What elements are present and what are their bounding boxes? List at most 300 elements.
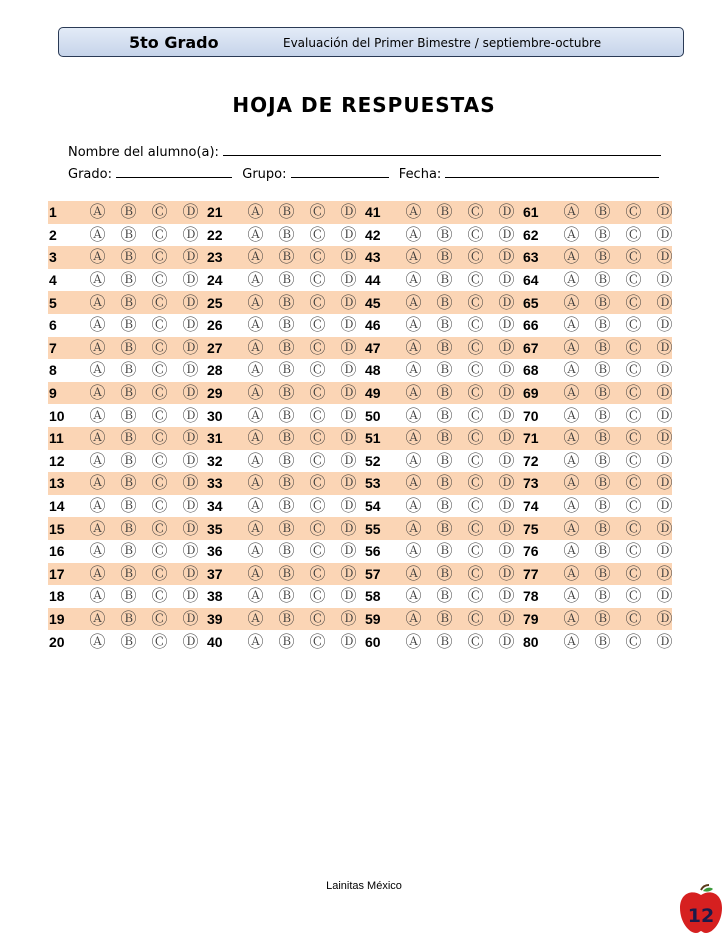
answer-bubble-d[interactable]: Ⓓ xyxy=(656,518,673,538)
answer-bubble-c[interactable]: Ⓒ xyxy=(309,270,326,290)
answer-bubble-a[interactable]: Ⓐ xyxy=(89,270,106,290)
answer-bubble-c[interactable]: Ⓒ xyxy=(467,405,484,425)
answer-bubble-c[interactable]: Ⓒ xyxy=(467,270,484,290)
answer-bubble-a[interactable]: Ⓐ xyxy=(247,292,264,312)
answer-bubble-c[interactable]: Ⓒ xyxy=(625,247,642,267)
answer-bubble-c[interactable]: Ⓒ xyxy=(151,450,168,470)
answer-bubble-c[interactable]: Ⓒ xyxy=(309,383,326,403)
answer-bubble-b[interactable]: Ⓑ xyxy=(120,292,137,312)
answer-bubble-b[interactable]: Ⓑ xyxy=(436,473,453,493)
answer-bubble-b[interactable]: Ⓑ xyxy=(436,496,453,516)
answer-bubble-a[interactable]: Ⓐ xyxy=(247,360,264,380)
answer-bubble-a[interactable]: Ⓐ xyxy=(563,383,580,403)
answer-bubble-c[interactable]: Ⓒ xyxy=(467,450,484,470)
answer-bubble-a[interactable]: Ⓐ xyxy=(405,428,422,448)
answer-bubble-d[interactable]: Ⓓ xyxy=(182,563,199,583)
answer-bubble-a[interactable]: Ⓐ xyxy=(247,428,264,448)
answer-bubble-a[interactable]: Ⓐ xyxy=(563,405,580,425)
answer-bubble-d[interactable]: Ⓓ xyxy=(656,270,673,290)
answer-bubble-d[interactable]: Ⓓ xyxy=(656,450,673,470)
answer-bubble-a[interactable]: Ⓐ xyxy=(89,631,106,651)
answer-bubble-c[interactable]: Ⓒ xyxy=(151,337,168,357)
answer-bubble-b[interactable]: Ⓑ xyxy=(278,383,295,403)
answer-bubble-b[interactable]: Ⓑ xyxy=(278,586,295,606)
answer-bubble-c[interactable]: Ⓒ xyxy=(625,383,642,403)
answer-bubble-c[interactable]: Ⓒ xyxy=(625,496,642,516)
answer-bubble-c[interactable]: Ⓒ xyxy=(309,541,326,561)
answer-bubble-a[interactable]: Ⓐ xyxy=(405,586,422,606)
answer-bubble-b[interactable]: Ⓑ xyxy=(436,541,453,561)
answer-bubble-c[interactable]: Ⓒ xyxy=(309,247,326,267)
answer-bubble-a[interactable]: Ⓐ xyxy=(563,541,580,561)
answer-bubble-d[interactable]: Ⓓ xyxy=(656,202,673,222)
answer-bubble-b[interactable]: Ⓑ xyxy=(278,315,295,335)
answer-bubble-a[interactable]: Ⓐ xyxy=(247,518,264,538)
answer-bubble-a[interactable]: Ⓐ xyxy=(405,405,422,425)
answer-bubble-d[interactable]: Ⓓ xyxy=(182,631,199,651)
answer-bubble-c[interactable]: Ⓒ xyxy=(625,518,642,538)
answer-bubble-c[interactable]: Ⓒ xyxy=(467,360,484,380)
answer-bubble-d[interactable]: Ⓓ xyxy=(182,496,199,516)
answer-bubble-b[interactable]: Ⓑ xyxy=(436,270,453,290)
answer-bubble-a[interactable]: Ⓐ xyxy=(247,586,264,606)
answer-bubble-c[interactable]: Ⓒ xyxy=(151,496,168,516)
answer-bubble-d[interactable]: Ⓓ xyxy=(182,224,199,244)
answer-bubble-b[interactable]: Ⓑ xyxy=(120,518,137,538)
answer-bubble-a[interactable]: Ⓐ xyxy=(563,631,580,651)
answer-bubble-c[interactable]: Ⓒ xyxy=(309,337,326,357)
answer-bubble-c[interactable]: Ⓒ xyxy=(625,473,642,493)
answer-bubble-d[interactable]: Ⓓ xyxy=(340,473,357,493)
student-name-field[interactable] xyxy=(223,143,661,156)
answer-bubble-d[interactable]: Ⓓ xyxy=(498,315,515,335)
answer-bubble-a[interactable]: Ⓐ xyxy=(563,518,580,538)
answer-bubble-c[interactable]: Ⓒ xyxy=(309,360,326,380)
answer-bubble-c[interactable]: Ⓒ xyxy=(309,563,326,583)
answer-bubble-a[interactable]: Ⓐ xyxy=(89,337,106,357)
answer-bubble-c[interactable]: Ⓒ xyxy=(309,315,326,335)
answer-bubble-d[interactable]: Ⓓ xyxy=(340,450,357,470)
answer-bubble-a[interactable]: Ⓐ xyxy=(405,270,422,290)
answer-bubble-d[interactable]: Ⓓ xyxy=(656,337,673,357)
answer-bubble-b[interactable]: Ⓑ xyxy=(120,315,137,335)
answer-bubble-b[interactable]: Ⓑ xyxy=(436,586,453,606)
answer-bubble-d[interactable]: Ⓓ xyxy=(182,450,199,470)
answer-bubble-b[interactable]: Ⓑ xyxy=(436,608,453,628)
answer-bubble-a[interactable]: Ⓐ xyxy=(563,315,580,335)
answer-bubble-b[interactable]: Ⓑ xyxy=(436,563,453,583)
answer-bubble-c[interactable]: Ⓒ xyxy=(467,292,484,312)
answer-bubble-a[interactable]: Ⓐ xyxy=(89,292,106,312)
grade-field[interactable] xyxy=(116,165,232,178)
answer-bubble-d[interactable]: Ⓓ xyxy=(656,563,673,583)
answer-bubble-b[interactable]: Ⓑ xyxy=(436,202,453,222)
answer-bubble-a[interactable]: Ⓐ xyxy=(405,631,422,651)
answer-bubble-b[interactable]: Ⓑ xyxy=(278,541,295,561)
answer-bubble-d[interactable]: Ⓓ xyxy=(656,631,673,651)
answer-bubble-d[interactable]: Ⓓ xyxy=(340,405,357,425)
answer-bubble-d[interactable]: Ⓓ xyxy=(340,337,357,357)
answer-bubble-a[interactable]: Ⓐ xyxy=(563,586,580,606)
answer-bubble-b[interactable]: Ⓑ xyxy=(120,428,137,448)
answer-bubble-d[interactable]: Ⓓ xyxy=(182,315,199,335)
answer-bubble-a[interactable]: Ⓐ xyxy=(247,541,264,561)
answer-bubble-a[interactable]: Ⓐ xyxy=(563,202,580,222)
answer-bubble-a[interactable]: Ⓐ xyxy=(247,247,264,267)
answer-bubble-c[interactable]: Ⓒ xyxy=(625,337,642,357)
answer-bubble-b[interactable]: Ⓑ xyxy=(278,202,295,222)
answer-bubble-d[interactable]: Ⓓ xyxy=(340,270,357,290)
answer-bubble-a[interactable]: Ⓐ xyxy=(89,360,106,380)
answer-bubble-a[interactable]: Ⓐ xyxy=(563,428,580,448)
answer-bubble-a[interactable]: Ⓐ xyxy=(563,247,580,267)
answer-bubble-b[interactable]: Ⓑ xyxy=(278,450,295,470)
answer-bubble-d[interactable]: Ⓓ xyxy=(182,518,199,538)
answer-bubble-a[interactable]: Ⓐ xyxy=(89,563,106,583)
answer-bubble-b[interactable]: Ⓑ xyxy=(594,270,611,290)
answer-bubble-b[interactable]: Ⓑ xyxy=(120,337,137,357)
answer-bubble-b[interactable]: Ⓑ xyxy=(436,405,453,425)
answer-bubble-b[interactable]: Ⓑ xyxy=(594,360,611,380)
answer-bubble-d[interactable]: Ⓓ xyxy=(498,563,515,583)
answer-bubble-b[interactable]: Ⓑ xyxy=(278,631,295,651)
answer-bubble-a[interactable]: Ⓐ xyxy=(405,473,422,493)
answer-bubble-b[interactable]: Ⓑ xyxy=(436,315,453,335)
answer-bubble-c[interactable]: Ⓒ xyxy=(151,383,168,403)
answer-bubble-c[interactable]: Ⓒ xyxy=(625,292,642,312)
answer-bubble-d[interactable]: Ⓓ xyxy=(498,631,515,651)
answer-bubble-c[interactable]: Ⓒ xyxy=(467,541,484,561)
answer-bubble-c[interactable]: Ⓒ xyxy=(151,608,168,628)
answer-bubble-d[interactable]: Ⓓ xyxy=(182,473,199,493)
answer-bubble-a[interactable]: Ⓐ xyxy=(89,247,106,267)
answer-bubble-b[interactable]: Ⓑ xyxy=(594,292,611,312)
answer-bubble-a[interactable]: Ⓐ xyxy=(247,450,264,470)
answer-bubble-b[interactable]: Ⓑ xyxy=(120,202,137,222)
answer-bubble-c[interactable]: Ⓒ xyxy=(151,631,168,651)
answer-bubble-d[interactable]: Ⓓ xyxy=(340,247,357,267)
answer-bubble-a[interactable]: Ⓐ xyxy=(405,315,422,335)
answer-bubble-c[interactable]: Ⓒ xyxy=(151,202,168,222)
answer-bubble-c[interactable]: Ⓒ xyxy=(467,518,484,538)
answer-bubble-b[interactable]: Ⓑ xyxy=(594,473,611,493)
answer-bubble-c[interactable]: Ⓒ xyxy=(467,383,484,403)
answer-bubble-b[interactable]: Ⓑ xyxy=(278,360,295,380)
answer-bubble-a[interactable]: Ⓐ xyxy=(89,428,106,448)
answer-bubble-a[interactable]: Ⓐ xyxy=(89,541,106,561)
answer-bubble-c[interactable]: Ⓒ xyxy=(309,428,326,448)
answer-bubble-b[interactable]: Ⓑ xyxy=(278,292,295,312)
answer-bubble-d[interactable]: Ⓓ xyxy=(656,224,673,244)
answer-bubble-d[interactable]: Ⓓ xyxy=(182,586,199,606)
answer-bubble-c[interactable]: Ⓒ xyxy=(309,405,326,425)
answer-bubble-a[interactable]: Ⓐ xyxy=(563,608,580,628)
answer-bubble-b[interactable]: Ⓑ xyxy=(278,247,295,267)
answer-bubble-b[interactable]: Ⓑ xyxy=(120,383,137,403)
answer-bubble-d[interactable]: Ⓓ xyxy=(182,270,199,290)
answer-bubble-b[interactable]: Ⓑ xyxy=(594,541,611,561)
answer-bubble-d[interactable]: Ⓓ xyxy=(656,405,673,425)
answer-bubble-c[interactable]: Ⓒ xyxy=(309,473,326,493)
answer-bubble-d[interactable]: Ⓓ xyxy=(498,428,515,448)
answer-bubble-d[interactable]: Ⓓ xyxy=(340,586,357,606)
answer-bubble-d[interactable]: Ⓓ xyxy=(340,224,357,244)
answer-bubble-a[interactable]: Ⓐ xyxy=(563,360,580,380)
answer-bubble-d[interactable]: Ⓓ xyxy=(498,247,515,267)
answer-bubble-c[interactable]: Ⓒ xyxy=(151,405,168,425)
answer-bubble-b[interactable]: Ⓑ xyxy=(436,631,453,651)
answer-bubble-a[interactable]: Ⓐ xyxy=(247,496,264,516)
answer-bubble-b[interactable]: Ⓑ xyxy=(120,360,137,380)
answer-bubble-d[interactable]: Ⓓ xyxy=(656,586,673,606)
answer-bubble-a[interactable]: Ⓐ xyxy=(247,405,264,425)
answer-bubble-a[interactable]: Ⓐ xyxy=(247,337,264,357)
answer-bubble-d[interactable]: Ⓓ xyxy=(340,360,357,380)
answer-bubble-c[interactable]: Ⓒ xyxy=(309,450,326,470)
answer-bubble-b[interactable]: Ⓑ xyxy=(278,270,295,290)
answer-bubble-d[interactable]: Ⓓ xyxy=(498,383,515,403)
answer-bubble-a[interactable]: Ⓐ xyxy=(563,292,580,312)
answer-bubble-b[interactable]: Ⓑ xyxy=(594,518,611,538)
answer-bubble-a[interactable]: Ⓐ xyxy=(247,563,264,583)
answer-bubble-d[interactable]: Ⓓ xyxy=(498,292,515,312)
answer-bubble-d[interactable]: Ⓓ xyxy=(182,383,199,403)
answer-bubble-c[interactable]: Ⓒ xyxy=(309,292,326,312)
answer-bubble-a[interactable]: Ⓐ xyxy=(405,383,422,403)
answer-bubble-c[interactable]: Ⓒ xyxy=(151,247,168,267)
answer-bubble-d[interactable]: Ⓓ xyxy=(656,247,673,267)
answer-bubble-b[interactable]: Ⓑ xyxy=(120,586,137,606)
answer-bubble-d[interactable]: Ⓓ xyxy=(498,360,515,380)
answer-bubble-c[interactable]: Ⓒ xyxy=(467,608,484,628)
answer-bubble-b[interactable]: Ⓑ xyxy=(120,541,137,561)
answer-bubble-d[interactable]: Ⓓ xyxy=(498,518,515,538)
answer-bubble-b[interactable]: Ⓑ xyxy=(594,315,611,335)
answer-bubble-a[interactable]: Ⓐ xyxy=(89,518,106,538)
answer-bubble-c[interactable]: Ⓒ xyxy=(151,518,168,538)
answer-bubble-a[interactable]: Ⓐ xyxy=(563,496,580,516)
answer-bubble-c[interactable]: Ⓒ xyxy=(625,270,642,290)
answer-bubble-d[interactable]: Ⓓ xyxy=(340,383,357,403)
answer-bubble-c[interactable]: Ⓒ xyxy=(467,428,484,448)
answer-bubble-d[interactable]: Ⓓ xyxy=(182,360,199,380)
answer-bubble-b[interactable]: Ⓑ xyxy=(120,608,137,628)
answer-bubble-a[interactable]: Ⓐ xyxy=(563,473,580,493)
answer-bubble-a[interactable]: Ⓐ xyxy=(247,270,264,290)
answer-bubble-c[interactable]: Ⓒ xyxy=(151,292,168,312)
answer-bubble-d[interactable]: Ⓓ xyxy=(340,563,357,583)
answer-bubble-c[interactable]: Ⓒ xyxy=(625,405,642,425)
answer-bubble-d[interactable]: Ⓓ xyxy=(182,247,199,267)
answer-bubble-b[interactable]: Ⓑ xyxy=(436,247,453,267)
answer-bubble-b[interactable]: Ⓑ xyxy=(120,496,137,516)
answer-bubble-c[interactable]: Ⓒ xyxy=(467,337,484,357)
answer-bubble-b[interactable]: Ⓑ xyxy=(594,496,611,516)
answer-bubble-b[interactable]: Ⓑ xyxy=(594,224,611,244)
answer-bubble-a[interactable]: Ⓐ xyxy=(247,473,264,493)
answer-bubble-b[interactable]: Ⓑ xyxy=(436,450,453,470)
answer-bubble-a[interactable]: Ⓐ xyxy=(405,496,422,516)
answer-bubble-a[interactable]: Ⓐ xyxy=(89,450,106,470)
answer-bubble-b[interactable]: Ⓑ xyxy=(436,428,453,448)
answer-bubble-d[interactable]: Ⓓ xyxy=(656,541,673,561)
answer-bubble-a[interactable]: Ⓐ xyxy=(405,202,422,222)
answer-bubble-d[interactable]: Ⓓ xyxy=(340,541,357,561)
answer-bubble-c[interactable]: Ⓒ xyxy=(151,315,168,335)
answer-bubble-d[interactable]: Ⓓ xyxy=(340,496,357,516)
answer-bubble-b[interactable]: Ⓑ xyxy=(120,270,137,290)
answer-bubble-c[interactable]: Ⓒ xyxy=(151,428,168,448)
answer-bubble-d[interactable]: Ⓓ xyxy=(182,608,199,628)
answer-bubble-b[interactable]: Ⓑ xyxy=(278,405,295,425)
answer-bubble-a[interactable]: Ⓐ xyxy=(563,450,580,470)
answer-bubble-c[interactable]: Ⓒ xyxy=(625,428,642,448)
answer-bubble-b[interactable]: Ⓑ xyxy=(278,496,295,516)
answer-bubble-a[interactable]: Ⓐ xyxy=(89,586,106,606)
answer-bubble-c[interactable]: Ⓒ xyxy=(467,496,484,516)
answer-bubble-c[interactable]: Ⓒ xyxy=(467,224,484,244)
answer-bubble-a[interactable]: Ⓐ xyxy=(89,224,106,244)
answer-bubble-c[interactable]: Ⓒ xyxy=(151,360,168,380)
answer-bubble-a[interactable]: Ⓐ xyxy=(247,202,264,222)
answer-bubble-d[interactable]: Ⓓ xyxy=(656,383,673,403)
answer-bubble-b[interactable]: Ⓑ xyxy=(278,224,295,244)
answer-bubble-d[interactable]: Ⓓ xyxy=(340,292,357,312)
answer-bubble-c[interactable]: Ⓒ xyxy=(309,496,326,516)
answer-bubble-c[interactable]: Ⓒ xyxy=(467,202,484,222)
answer-bubble-a[interactable]: Ⓐ xyxy=(405,563,422,583)
answer-bubble-a[interactable]: Ⓐ xyxy=(563,563,580,583)
answer-bubble-d[interactable]: Ⓓ xyxy=(182,405,199,425)
answer-bubble-b[interactable]: Ⓑ xyxy=(120,405,137,425)
answer-bubble-b[interactable]: Ⓑ xyxy=(436,224,453,244)
date-field[interactable] xyxy=(445,165,659,178)
answer-bubble-c[interactable]: Ⓒ xyxy=(625,541,642,561)
answer-bubble-a[interactable]: Ⓐ xyxy=(405,608,422,628)
answer-bubble-d[interactable]: Ⓓ xyxy=(498,224,515,244)
answer-bubble-c[interactable]: Ⓒ xyxy=(467,315,484,335)
answer-bubble-c[interactable]: Ⓒ xyxy=(625,202,642,222)
answer-bubble-d[interactable]: Ⓓ xyxy=(656,496,673,516)
answer-bubble-c[interactable]: Ⓒ xyxy=(625,586,642,606)
answer-bubble-c[interactable]: Ⓒ xyxy=(151,541,168,561)
answer-bubble-b[interactable]: Ⓑ xyxy=(594,247,611,267)
answer-bubble-c[interactable]: Ⓒ xyxy=(309,202,326,222)
answer-bubble-d[interactable]: Ⓓ xyxy=(656,428,673,448)
answer-bubble-a[interactable]: Ⓐ xyxy=(247,631,264,651)
answer-bubble-d[interactable]: Ⓓ xyxy=(498,270,515,290)
answer-bubble-a[interactable]: Ⓐ xyxy=(405,224,422,244)
answer-bubble-c[interactable]: Ⓒ xyxy=(467,247,484,267)
answer-bubble-d[interactable]: Ⓓ xyxy=(182,428,199,448)
answer-bubble-b[interactable]: Ⓑ xyxy=(594,608,611,628)
answer-bubble-d[interactable]: Ⓓ xyxy=(656,608,673,628)
answer-bubble-d[interactable]: Ⓓ xyxy=(340,428,357,448)
answer-bubble-d[interactable]: Ⓓ xyxy=(340,631,357,651)
answer-bubble-a[interactable]: Ⓐ xyxy=(405,450,422,470)
answer-bubble-c[interactable]: Ⓒ xyxy=(625,450,642,470)
answer-bubble-c[interactable]: Ⓒ xyxy=(467,586,484,606)
answer-bubble-b[interactable]: Ⓑ xyxy=(120,450,137,470)
answer-bubble-b[interactable]: Ⓑ xyxy=(120,563,137,583)
answer-bubble-c[interactable]: Ⓒ xyxy=(625,608,642,628)
answer-bubble-d[interactable]: Ⓓ xyxy=(340,608,357,628)
answer-bubble-a[interactable]: Ⓐ xyxy=(89,405,106,425)
answer-bubble-b[interactable]: Ⓑ xyxy=(436,518,453,538)
answer-bubble-b[interactable]: Ⓑ xyxy=(120,247,137,267)
answer-bubble-a[interactable]: Ⓐ xyxy=(563,337,580,357)
answer-bubble-d[interactable]: Ⓓ xyxy=(498,473,515,493)
answer-bubble-d[interactable]: Ⓓ xyxy=(498,586,515,606)
group-field[interactable] xyxy=(291,165,389,178)
answer-bubble-c[interactable]: Ⓒ xyxy=(151,270,168,290)
answer-bubble-b[interactable]: Ⓑ xyxy=(278,563,295,583)
answer-bubble-d[interactable]: Ⓓ xyxy=(182,541,199,561)
answer-bubble-b[interactable]: Ⓑ xyxy=(436,360,453,380)
answer-bubble-b[interactable]: Ⓑ xyxy=(120,473,137,493)
answer-bubble-c[interactable]: Ⓒ xyxy=(309,608,326,628)
answer-bubble-d[interactable]: Ⓓ xyxy=(656,292,673,312)
answer-bubble-c[interactable]: Ⓒ xyxy=(467,563,484,583)
answer-bubble-b[interactable]: Ⓑ xyxy=(436,383,453,403)
answer-bubble-a[interactable]: Ⓐ xyxy=(405,337,422,357)
answer-bubble-d[interactable]: Ⓓ xyxy=(340,518,357,538)
answer-bubble-d[interactable]: Ⓓ xyxy=(498,202,515,222)
answer-bubble-a[interactable]: Ⓐ xyxy=(563,224,580,244)
answer-bubble-a[interactable]: Ⓐ xyxy=(405,292,422,312)
answer-bubble-b[interactable]: Ⓑ xyxy=(436,337,453,357)
answer-bubble-d[interactable]: Ⓓ xyxy=(182,292,199,312)
answer-bubble-c[interactable]: Ⓒ xyxy=(151,586,168,606)
answer-bubble-c[interactable]: Ⓒ xyxy=(625,315,642,335)
answer-bubble-d[interactable]: Ⓓ xyxy=(498,541,515,561)
answer-bubble-d[interactable]: Ⓓ xyxy=(340,202,357,222)
answer-bubble-b[interactable]: Ⓑ xyxy=(278,473,295,493)
answer-bubble-c[interactable]: Ⓒ xyxy=(467,473,484,493)
answer-bubble-d[interactable]: Ⓓ xyxy=(498,450,515,470)
answer-bubble-a[interactable]: Ⓐ xyxy=(247,608,264,628)
answer-bubble-b[interactable]: Ⓑ xyxy=(278,518,295,538)
answer-bubble-b[interactable]: Ⓑ xyxy=(594,631,611,651)
answer-bubble-b[interactable]: Ⓑ xyxy=(278,337,295,357)
answer-bubble-a[interactable]: Ⓐ xyxy=(247,315,264,335)
answer-bubble-a[interactable]: Ⓐ xyxy=(89,496,106,516)
answer-bubble-b[interactable]: Ⓑ xyxy=(594,405,611,425)
answer-bubble-c[interactable]: Ⓒ xyxy=(625,563,642,583)
answer-bubble-d[interactable]: Ⓓ xyxy=(340,315,357,335)
answer-bubble-d[interactable]: Ⓓ xyxy=(656,360,673,380)
answer-bubble-d[interactable]: Ⓓ xyxy=(656,473,673,493)
answer-bubble-b[interactable]: Ⓑ xyxy=(594,586,611,606)
answer-bubble-d[interactable]: Ⓓ xyxy=(498,405,515,425)
answer-bubble-a[interactable]: Ⓐ xyxy=(247,224,264,244)
answer-bubble-a[interactable]: Ⓐ xyxy=(405,360,422,380)
answer-bubble-a[interactable]: Ⓐ xyxy=(89,383,106,403)
answer-bubble-b[interactable]: Ⓑ xyxy=(594,337,611,357)
answer-bubble-c[interactable]: Ⓒ xyxy=(309,518,326,538)
answer-bubble-c[interactable]: Ⓒ xyxy=(309,631,326,651)
answer-bubble-d[interactable]: Ⓓ xyxy=(182,202,199,222)
answer-bubble-b[interactable]: Ⓑ xyxy=(594,563,611,583)
answer-bubble-b[interactable]: Ⓑ xyxy=(436,292,453,312)
answer-bubble-c[interactable]: Ⓒ xyxy=(309,224,326,244)
answer-bubble-a[interactable]: Ⓐ xyxy=(405,518,422,538)
answer-bubble-a[interactable]: Ⓐ xyxy=(563,270,580,290)
answer-bubble-d[interactable]: Ⓓ xyxy=(656,315,673,335)
answer-bubble-d[interactable]: Ⓓ xyxy=(498,608,515,628)
answer-bubble-b[interactable]: Ⓑ xyxy=(120,631,137,651)
answer-bubble-c[interactable]: Ⓒ xyxy=(151,473,168,493)
